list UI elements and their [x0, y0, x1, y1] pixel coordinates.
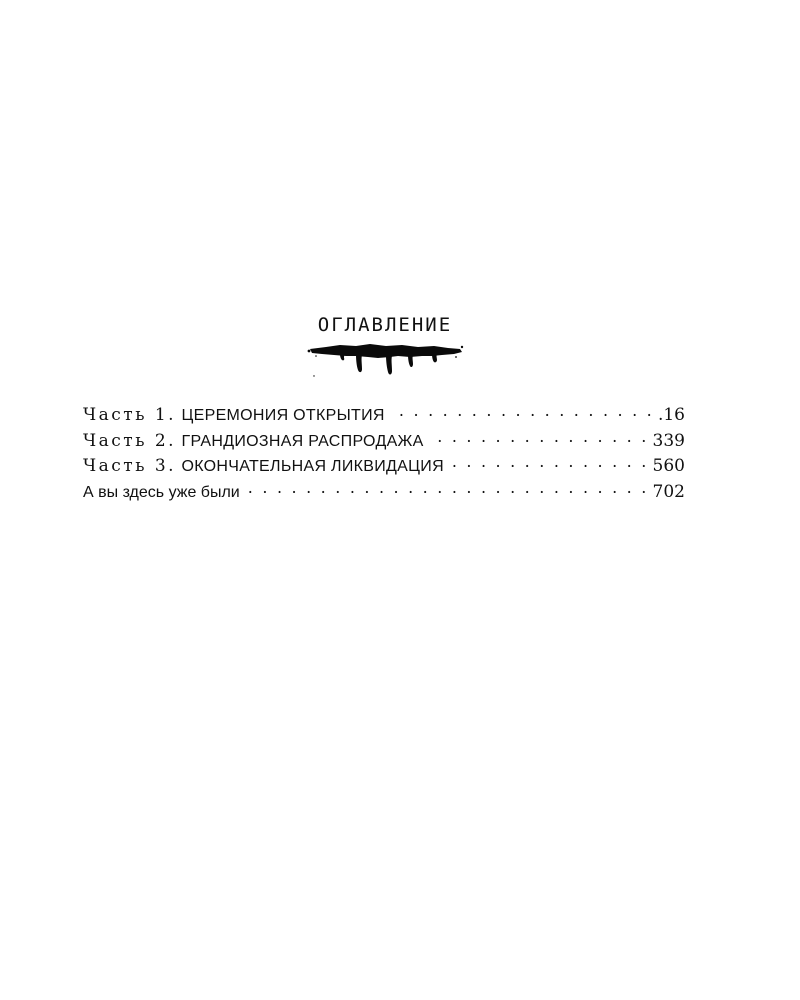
dot-leader: [393, 403, 654, 420]
dot-leader: [432, 429, 649, 446]
toc-entry-title: А вы здесь уже были: [83, 483, 240, 501]
toc-part-number: Часть 1.: [83, 405, 177, 425]
toc-page-number: 702: [652, 481, 685, 502]
toc-part-number: Часть 2.: [83, 430, 177, 451]
dot-leader: [248, 480, 649, 497]
toc-page-number: .16: [657, 405, 685, 425]
toc-page-number: 339: [652, 430, 685, 451]
toc-entry-part-1[interactable]: [83, 403, 685, 429]
toc-page-number: 560: [652, 456, 685, 476]
toc-entry-title: ОКОНЧАТЕЛЬНАЯ ЛИКВИДАЦИЯ: [181, 458, 444, 475]
toc-entry-epilogue[interactable]: [83, 480, 685, 506]
toc-entry-part-2[interactable]: [83, 429, 685, 455]
toc-entry-title: ГРАНДИОЗНАЯ РАСПРОДАЖА: [181, 432, 424, 450]
toc-entry-part-3[interactable]: [83, 454, 685, 480]
toc-part-number: Часть 3.: [83, 456, 177, 476]
ink-drip-icon: [306, 340, 464, 380]
dot-leader: [452, 454, 649, 471]
toc-heading: ОГЛАВЛЕНИЕ: [317, 314, 453, 336]
table-of-contents: [83, 403, 685, 505]
toc-entry-title: ЦЕРЕМОНИЯ ОТКРЫТИЯ: [181, 407, 385, 424]
